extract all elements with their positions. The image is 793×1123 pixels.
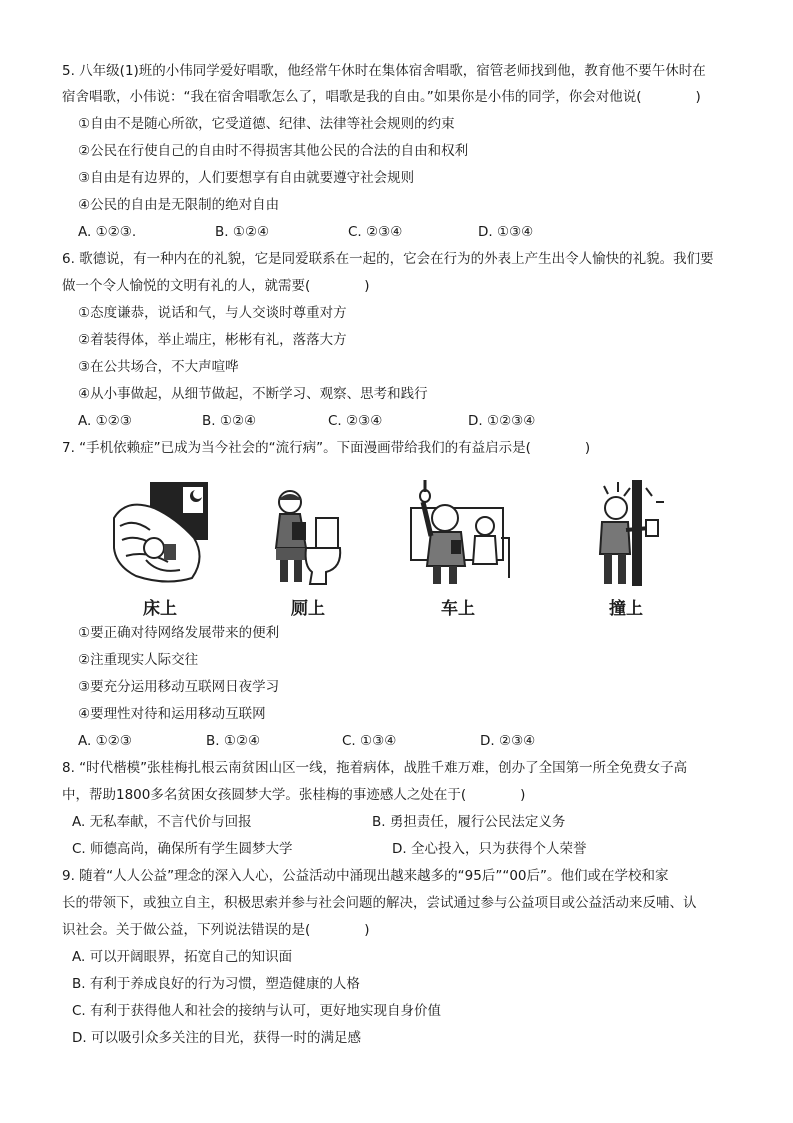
q5-item-4: ④公民的自由是无限制的绝对自由 [78, 197, 280, 213]
q8-option-b: B. 勇担责任，履行公民法定义务 [372, 814, 566, 830]
q5-option-b: B. ①②④ [215, 224, 270, 240]
phone-addiction-comic [100, 478, 700, 618]
comic-caption-toilet: 厕上 [291, 599, 325, 619]
q8-stem-line-1: 8. “时代楷模”张桂梅扎根云南贫困山区一线，拖着病体，战胜千难万难，创办了全国第一所全免费女子高 [62, 760, 688, 776]
q9-stem-line-3: 识社会。关于做公益，下列说法错误的是( ) [62, 922, 370, 938]
comic-caption-bus: 车上 [441, 599, 475, 619]
q5-option-a: A. ①②③. [78, 224, 137, 240]
q6-stem-line-1: 6. 歌德说，有一种内在的礼貌，它是同爱联系在一起的，它会在行为的外表上产生出令人愉快的礼貌。我们要 [62, 251, 714, 267]
q5-item-1: ①自由不是随心所欲，它受道德、纪律、法律等社会规则的约束 [78, 116, 455, 132]
q5-item-3: ③自由是有边界的，人们要想享有自由就要遵守社会规则 [78, 170, 415, 186]
comic-panel-bed-image [106, 478, 216, 588]
q5-option-d: D. ①③④ [478, 224, 534, 240]
q8-option-a: A. 无私奉献，不言代价与回报 [72, 814, 252, 830]
q7-option-b: B. ①②④ [206, 733, 261, 749]
q9-option-d: D. 可以吸引众多关注的目光，获得一时的满足感 [72, 1030, 361, 1046]
q9-option-c: C. 有利于获得他人和社会的接纳与认可，更好地实现自身价值 [72, 1003, 442, 1019]
q7-stem-line-1: 7. “手机依赖症”已成为当今社会的“流行病”。下面漫画带给我们的有益启示是( ) [62, 440, 591, 456]
q6-option-c: C. ②③④ [328, 413, 383, 429]
q6-option-b: B. ①②④ [202, 413, 257, 429]
q7-option-a: A. ①②③ [78, 733, 132, 749]
q5-stem-line-1: 5. 八年级(1)班的小伟同学爱好唱歌，他经常午休时在集体宿舍唱歌，宿管老师找到他，教育他不要午休时在 [62, 63, 706, 79]
q8-option-c: C. 师德高尚，确保所有学生圆梦大学 [72, 841, 293, 857]
q7-option-d: D. ②③④ [480, 733, 536, 749]
q7-item-3: ③要充分运用移动互联网日夜学习 [78, 679, 280, 695]
q6-item-2: ②着装得体，举止端庄，彬彬有礼，落落大方 [78, 332, 347, 348]
q7-option-c: C. ①③④ [342, 733, 397, 749]
q7-item-4: ④要理性对待和运用移动互联网 [78, 706, 266, 722]
q7-item-1: ①要正确对待网络发展带来的便利 [78, 625, 280, 641]
q6-stem-line-2: 做一个令人愉悦的文明有礼的人，就需要( ) [62, 278, 370, 294]
q6-option-d: D. ①②③④ [468, 413, 536, 429]
comic-caption-bed: 床上 [143, 599, 177, 619]
q9-stem-line-1: 9. 随着“人人公益”理念的深入人心，公益活动中涌现出越来越多的“95后”“00后”。他们或在学校和家 [62, 868, 669, 884]
q9-option-b: B. 有利于养成良好的行为习惯，塑造健康的人格 [72, 976, 360, 992]
q8-stem-line-2: 中，帮助1800多名贫困女孩圆梦大学。张桂梅的事迹感人之处在于( ) [62, 787, 526, 803]
q7-item-2: ②注重现实人际交往 [78, 652, 199, 668]
q6-item-4: ④从小事做起，从细节做起，不断学习、观察、思考和践行 [78, 386, 428, 402]
q9-option-a: A. 可以开阔眼界，拓宽自己的知识面 [72, 949, 293, 965]
q8-option-d: D. 全心投入，只为获得个人荣誉 [392, 841, 587, 857]
q6-option-a: A. ①②③ [78, 413, 132, 429]
q6-item-3: ③在公共场合，不大声喧哗 [78, 359, 239, 375]
q5-item-2: ②公民在行使自己的自由时不得损害其他公民的合法的自由和权利 [78, 143, 469, 159]
q5-option-c: C. ②③④ [348, 224, 403, 240]
q6-item-1: ①态度谦恭，说话和气，与人交谈时尊重对方 [78, 305, 347, 321]
q9-stem-line-2: 长的带领下，或独立自主，积极思索并参与社会问题的解决，尝试通过参与公益项目或公益活动来反哺、认 [62, 895, 697, 911]
comic-panel-toilet-image [260, 488, 350, 588]
comic-caption-bump: 撞上 [609, 599, 643, 619]
comic-panel-bump-image [580, 480, 670, 588]
q5-stem-line-2: 宿舍唱歌，小伟说：“我在宿舍唱歌怎么了，唱歌是我的自由。”如果你是小伟的同学，你会对他说( ) [62, 89, 701, 105]
comic-panel-bus-image [405, 478, 515, 588]
